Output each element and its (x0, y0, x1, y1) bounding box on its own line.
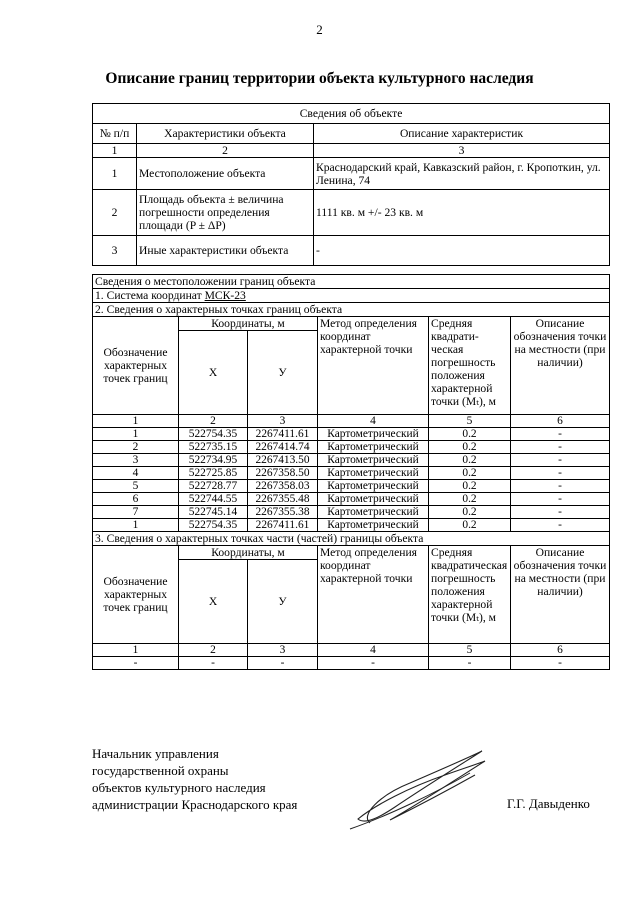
point-descr: - (511, 454, 610, 467)
point-y: 2267413.50 (248, 454, 318, 467)
col-x-header: X (179, 331, 248, 415)
section-2-title: 2. Сведения о характерных точках границ объекта (93, 303, 610, 317)
part-point-number: - (93, 657, 179, 670)
point-descr: - (511, 480, 610, 493)
point-y: 2267414.74 (248, 441, 318, 454)
document-title: Описание границ территории объекта культурного наследия (105, 70, 534, 87)
index-cell: 3 (314, 144, 610, 158)
col-method-header: Метод определения координат характерной точки (318, 317, 429, 415)
index-cell: 1 (93, 415, 179, 428)
coordinate-system-value: МСК-23 (204, 289, 246, 302)
part-point-error: - (429, 657, 511, 670)
point-number: 1 (93, 428, 179, 441)
point-y: 2267358.50 (248, 467, 318, 480)
point-method: Картометрический (318, 428, 429, 441)
point-y: 2267355.48 (248, 493, 318, 506)
index-cell: 1 (93, 144, 137, 158)
signatory-position-line: администрации Краснодарского края (92, 797, 298, 812)
point-method: Картометрический (318, 506, 429, 519)
part-point-x: - (179, 657, 248, 670)
point-x: 522728.77 (179, 480, 248, 493)
point-x: 522744.55 (179, 493, 248, 506)
table-row (93, 657, 610, 670)
table-row (93, 467, 610, 480)
index-cell: 2 (179, 415, 248, 428)
table-row (93, 519, 610, 532)
row-num: 2 (93, 190, 137, 236)
point-error: 0.2 (429, 493, 511, 506)
col-x-header: X (179, 560, 248, 644)
index-cell: 6 (511, 415, 610, 428)
point-descr: - (511, 506, 610, 519)
index-cell: 5 (429, 644, 511, 657)
point-y: 2267355.38 (248, 506, 318, 519)
point-error: 0.2 (429, 506, 511, 519)
row-char: Местоположение объекта (137, 158, 314, 190)
coordinate-system (93, 289, 610, 303)
point-method: Картометрический (318, 519, 429, 532)
point-error: 0.2 (429, 454, 511, 467)
index-cell: 6 (511, 644, 610, 657)
point-descr: - (511, 428, 610, 441)
table-row (93, 480, 610, 493)
col-num-header: № п/п (93, 124, 137, 144)
table-row (93, 236, 610, 266)
table-row (93, 441, 610, 454)
point-error: 0.2 (429, 519, 511, 532)
row-num: 1 (93, 158, 137, 190)
index-cell: 5 (429, 415, 511, 428)
row-desc: - (314, 236, 610, 266)
point-x: 522745.14 (179, 506, 248, 519)
point-method: Картометрический (318, 493, 429, 506)
col-descr-header: Описание обозначения точки на местности (при наличии) (511, 317, 610, 415)
point-method: Картометрический (318, 454, 429, 467)
table-row (93, 190, 610, 236)
signature-block (92, 745, 297, 813)
point-number: 7 (93, 506, 179, 519)
col-coords-header: Координаты, м (179, 317, 318, 331)
col-point-header: Обозначение характерных точек границ (93, 546, 179, 644)
table-row (93, 158, 610, 190)
row-char: Иные характеристики объекта (137, 236, 314, 266)
point-descr: - (511, 493, 610, 506)
table-row (93, 506, 610, 519)
coordinate-system-label: 1. Система координат (95, 289, 205, 302)
part-point-descr: - (511, 657, 610, 670)
col-error-header: Средняя квадратическая погрешность положения характерной точки (Mₜ), м (429, 546, 511, 644)
signatory-position-line: государственной охраны (92, 763, 229, 778)
index-cell: 3 (248, 644, 318, 657)
table-row (93, 454, 610, 467)
col-point-header: Обозначение характерных точек границ (93, 317, 179, 415)
col-desc-header: Описание характеристик (314, 124, 610, 144)
point-x: 522754.35 (179, 428, 248, 441)
row-num: 3 (93, 236, 137, 266)
col-y-header: У (248, 560, 318, 644)
col-descr-header: Описание обозначения точки на местности (при наличии) (511, 546, 610, 644)
signatory-name: Г.Г. Давыденко (507, 796, 590, 811)
table-row (93, 493, 610, 506)
index-cell: 2 (137, 144, 314, 158)
object-info-table (92, 103, 610, 266)
point-error: 0.2 (429, 480, 511, 493)
point-error: 0.2 (429, 441, 511, 454)
point-error: 0.2 (429, 428, 511, 441)
row-desc: 1111 кв. м +/- 23 кв. м (314, 190, 610, 236)
point-method: Картометрический (318, 480, 429, 493)
point-number: 2 (93, 441, 179, 454)
index-cell: 2 (179, 644, 248, 657)
page-number: 2 (316, 22, 323, 37)
index-cell: 4 (318, 644, 429, 657)
index-cell: 3 (248, 415, 318, 428)
object-info-header: Сведения об объекте (93, 104, 610, 124)
point-descr: - (511, 441, 610, 454)
point-y: 2267358.03 (248, 480, 318, 493)
row-desc: Краснодарский край, Кавказский район, г. Кропоткин, ул. Ленина, 74 (314, 158, 610, 190)
part-point-method: - (318, 657, 429, 670)
point-number: 5 (93, 480, 179, 493)
point-error: 0.2 (429, 467, 511, 480)
location-header: Сведения о местоположении границ объекта (93, 275, 610, 289)
point-number: 1 (93, 519, 179, 532)
col-coords-header: Координаты, м (179, 546, 318, 560)
point-y: 2267411.61 (248, 519, 318, 532)
part-point-y: - (248, 657, 318, 670)
col-char-header: Характеристики объекта (137, 124, 314, 144)
point-number: 4 (93, 467, 179, 480)
col-y-header: У (248, 331, 318, 415)
point-number: 6 (93, 493, 179, 506)
point-y: 2267411.61 (248, 428, 318, 441)
row-char: Площадь объекта ± величина погрешности определения площади (P ± ΔP) (137, 190, 314, 236)
point-x: 522754.35 (179, 519, 248, 532)
col-method-header: Метод определения координат характерной точки (318, 546, 429, 644)
point-method: Картометрический (318, 467, 429, 480)
handwritten-signature (340, 745, 490, 835)
table-row (93, 428, 610, 441)
point-descr: - (511, 519, 610, 532)
point-method: Картометрический (318, 441, 429, 454)
point-x: 522735.15 (179, 441, 248, 454)
point-number: 3 (93, 454, 179, 467)
signatory-position-line: объектов культурного наследия (92, 780, 266, 795)
point-x: 522734.95 (179, 454, 248, 467)
col-error-header: Средняя квадрати-ческая погрешность положения характерной точки (Mₜ), м (429, 317, 511, 415)
index-cell: 1 (93, 644, 179, 657)
signatory-position-line: Начальник управления (92, 746, 219, 761)
location-table (92, 274, 610, 670)
point-x: 522725.85 (179, 467, 248, 480)
point-descr: - (511, 467, 610, 480)
section-3-title: 3. Сведения о характерных точках части (частей) границы объекта (93, 532, 610, 546)
index-cell: 4 (318, 415, 429, 428)
